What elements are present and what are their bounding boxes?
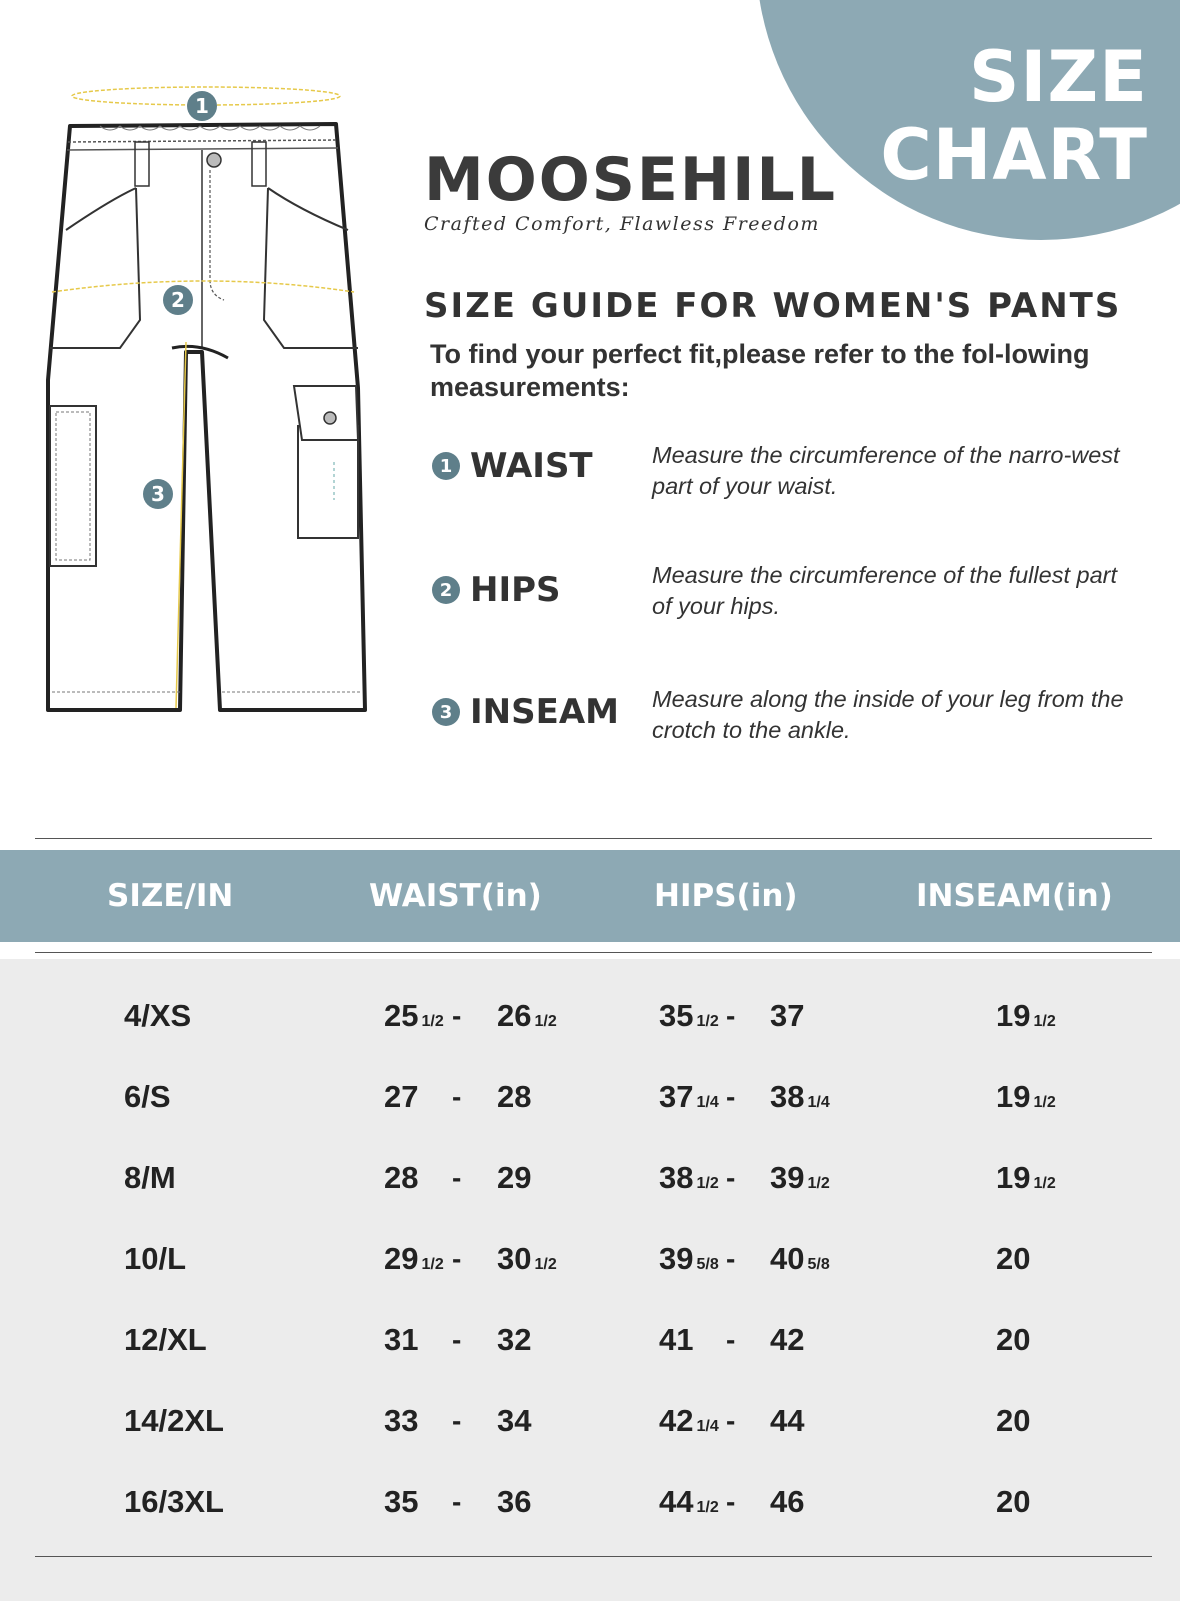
range-dash: - [726, 1324, 736, 1355]
hips-min [659, 1137, 719, 1224]
inseam-value [996, 1461, 1033, 1548]
size-chart-title-line2: CHART [880, 114, 1148, 196]
guide-title: SIZE GUIDE FOR WOMEN'S PANTS [424, 286, 1122, 326]
hips-min [659, 975, 719, 1062]
inseam-value [996, 1137, 1056, 1224]
waist-max [497, 975, 557, 1062]
brand-logo: MOOSEHILL [424, 145, 837, 215]
size-cell: 10/L [124, 1241, 187, 1276]
hips-max-fraction: 1/2 [807, 1175, 830, 1192]
marker-1-icon [187, 91, 217, 121]
inseam-value-fraction: 1/2 [1033, 1175, 1056, 1192]
hips-max-whole: 44 [770, 1403, 805, 1438]
hips-min [659, 1218, 719, 1305]
hips-min [659, 1056, 719, 1143]
waist-max-whole: 34 [497, 1403, 532, 1438]
range-dash: - [726, 1081, 736, 1112]
size-cell: 14/2XL [124, 1403, 224, 1438]
waist-max-whole: 32 [497, 1322, 532, 1357]
size-chart-title-line1: SIZE [968, 36, 1148, 118]
waist-max-fraction: 1/2 [534, 1013, 557, 1030]
inseam-value-whole: 19 [996, 1160, 1031, 1195]
hips-min-fraction: 1/4 [696, 1094, 719, 1111]
inseam-heading: INSEAM [470, 692, 619, 732]
range-dash: - [726, 1162, 736, 1193]
waist-min-whole: 29 [384, 1241, 419, 1276]
marker-2-icon [163, 285, 193, 315]
waist-min [384, 1137, 421, 1224]
size-cell: 12/XL [124, 1322, 207, 1357]
table-row [0, 975, 1180, 1056]
hips-max [770, 1299, 807, 1386]
inseam-value [996, 975, 1056, 1062]
hips-max [770, 1380, 807, 1467]
inseam-value-whole: 20 [996, 1322, 1031, 1357]
hips-max [770, 1137, 830, 1224]
range-dash: - [452, 1324, 462, 1355]
table-row [0, 1461, 1180, 1542]
range-dash: - [726, 1243, 736, 1274]
marker-3-icon [143, 479, 173, 509]
inseam-value-whole: 20 [996, 1241, 1031, 1276]
waist-max-whole: 36 [497, 1484, 532, 1519]
hips-min-whole: 44 [659, 1484, 694, 1519]
range-dash: - [452, 1081, 462, 1112]
waist-min-whole: 28 [384, 1160, 419, 1195]
marker-1-label: 1 [195, 94, 209, 118]
waist-max-whole: 30 [497, 1241, 532, 1276]
waist-min [384, 1299, 421, 1386]
number-1-icon: 1 [432, 452, 460, 480]
hips-min-fraction: 1/2 [696, 1013, 719, 1030]
waist-max-fraction: 1/2 [534, 1256, 557, 1273]
range-dash: - [452, 1243, 462, 1274]
size-cell: 6/S [124, 1079, 171, 1114]
button-detail [207, 153, 221, 167]
waist-min-whole: 35 [384, 1484, 419, 1519]
marker-2-label: 2 [171, 288, 185, 312]
header-inseam: INSEAM(in) [916, 878, 1113, 914]
hips-max-whole: 40 [770, 1241, 805, 1276]
hips-min-whole: 41 [659, 1322, 694, 1357]
size-cell: 16/3XL [124, 1484, 224, 1519]
waist-max-whole: 28 [497, 1079, 532, 1114]
range-dash: - [726, 1000, 736, 1031]
measure-hips-label [432, 570, 561, 610]
waist-max [497, 1218, 557, 1305]
hips-min-fraction: 1/2 [696, 1175, 719, 1192]
hips-min-whole: 37 [659, 1079, 694, 1114]
inseam-value [996, 1380, 1033, 1467]
table-row [0, 1056, 1180, 1137]
table-header [0, 850, 1180, 942]
inseam-value-whole: 20 [996, 1484, 1031, 1519]
waist-min-whole: 33 [384, 1403, 419, 1438]
inseam-value-whole: 20 [996, 1403, 1031, 1438]
table-row [0, 1137, 1180, 1218]
range-dash: - [726, 1486, 736, 1517]
hips-min-whole: 38 [659, 1160, 694, 1195]
range-dash: - [452, 1162, 462, 1193]
hips-min-fraction: 1/4 [696, 1418, 719, 1435]
hips-max-whole: 37 [770, 998, 805, 1033]
range-dash: - [452, 1000, 462, 1031]
hips-max-whole: 42 [770, 1322, 805, 1357]
waist-min-whole: 27 [384, 1079, 419, 1114]
header-size: SIZE/IN [107, 878, 234, 914]
hips-heading: HIPS [470, 570, 561, 610]
waist-min-whole: 25 [384, 998, 419, 1033]
hips-min-whole: 42 [659, 1403, 694, 1438]
number-2-icon: 2 [432, 576, 460, 604]
waist-min [384, 1461, 421, 1548]
size-cell: 4/XS [124, 998, 192, 1033]
waist-max [497, 1380, 534, 1467]
hips-min-whole: 39 [659, 1241, 694, 1276]
inseam-value [996, 1218, 1033, 1305]
inseam-value-whole: 19 [996, 998, 1031, 1033]
guide-intro: To find your perfect fit,please refer to the fol-lowing measurements: [430, 339, 1090, 402]
brand-tagline: Crafted Comfort, Flawless Freedom [424, 213, 820, 235]
hips-max [770, 1218, 830, 1305]
table-row [0, 1380, 1180, 1461]
waist-min-fraction: 1/2 [421, 1256, 444, 1273]
hips-max [770, 975, 807, 1062]
hips-max-fraction: 5/8 [807, 1256, 830, 1273]
hips-min [659, 1380, 719, 1467]
hips-min-whole: 35 [659, 998, 694, 1033]
table-row [0, 1299, 1180, 1380]
bottom-divider [35, 1556, 1152, 1557]
inseam-value-fraction: 1/2 [1033, 1094, 1056, 1111]
hips-max-whole: 38 [770, 1079, 805, 1114]
hips-max [770, 1056, 830, 1143]
hips-min-fraction: 5/8 [696, 1256, 719, 1273]
range-dash: - [726, 1405, 736, 1436]
waist-max-whole: 26 [497, 998, 532, 1033]
table-row [0, 1218, 1180, 1299]
header-divider [35, 952, 1152, 953]
hips-min-fraction: 1/2 [696, 1499, 719, 1516]
measure-inseam-label [432, 692, 619, 732]
inseam-value-fraction: 1/2 [1033, 1013, 1056, 1030]
inseam-value [996, 1056, 1056, 1143]
waist-description: Measure the circumference of the narro-west part of your waist. [652, 442, 1120, 499]
hips-description: Measure the circumference of the fullest part of your hips. [652, 562, 1117, 619]
hips-max-whole: 39 [770, 1160, 805, 1195]
marker-3-label: 3 [151, 482, 165, 506]
waist-min [384, 1056, 421, 1143]
waist-max [497, 1461, 534, 1548]
waist-min-fraction: 1/2 [421, 1013, 444, 1030]
header-waist: WAIST(in) [369, 878, 542, 914]
waist-max-whole: 29 [497, 1160, 532, 1195]
hips-max-whole: 46 [770, 1484, 805, 1519]
inseam-description: Measure along the inside of your leg from the crotch to the ankle. [652, 686, 1124, 743]
inseam-value [996, 1299, 1033, 1386]
header-hips: HIPS(in) [654, 878, 798, 914]
inseam-value-whole: 19 [996, 1079, 1031, 1114]
waist-min [384, 1218, 444, 1305]
waist-min [384, 975, 444, 1062]
range-dash: - [452, 1486, 462, 1517]
waist-heading: WAIST [470, 446, 593, 486]
number-3-icon: 3 [432, 698, 460, 726]
range-dash: - [452, 1405, 462, 1436]
waist-max [497, 1137, 534, 1224]
pants-diagram [40, 80, 380, 730]
size-cell: 8/M [124, 1160, 176, 1195]
measure-waist-label [432, 446, 593, 486]
waist-min-whole: 31 [384, 1322, 419, 1357]
hips-min [659, 1299, 696, 1386]
hips-min [659, 1461, 719, 1548]
top-divider [35, 838, 1152, 839]
waist-min [384, 1380, 421, 1467]
waist-max [497, 1299, 534, 1386]
hips-max [770, 1461, 807, 1548]
hips-max-fraction: 1/4 [807, 1094, 830, 1111]
waist-max [497, 1056, 534, 1143]
